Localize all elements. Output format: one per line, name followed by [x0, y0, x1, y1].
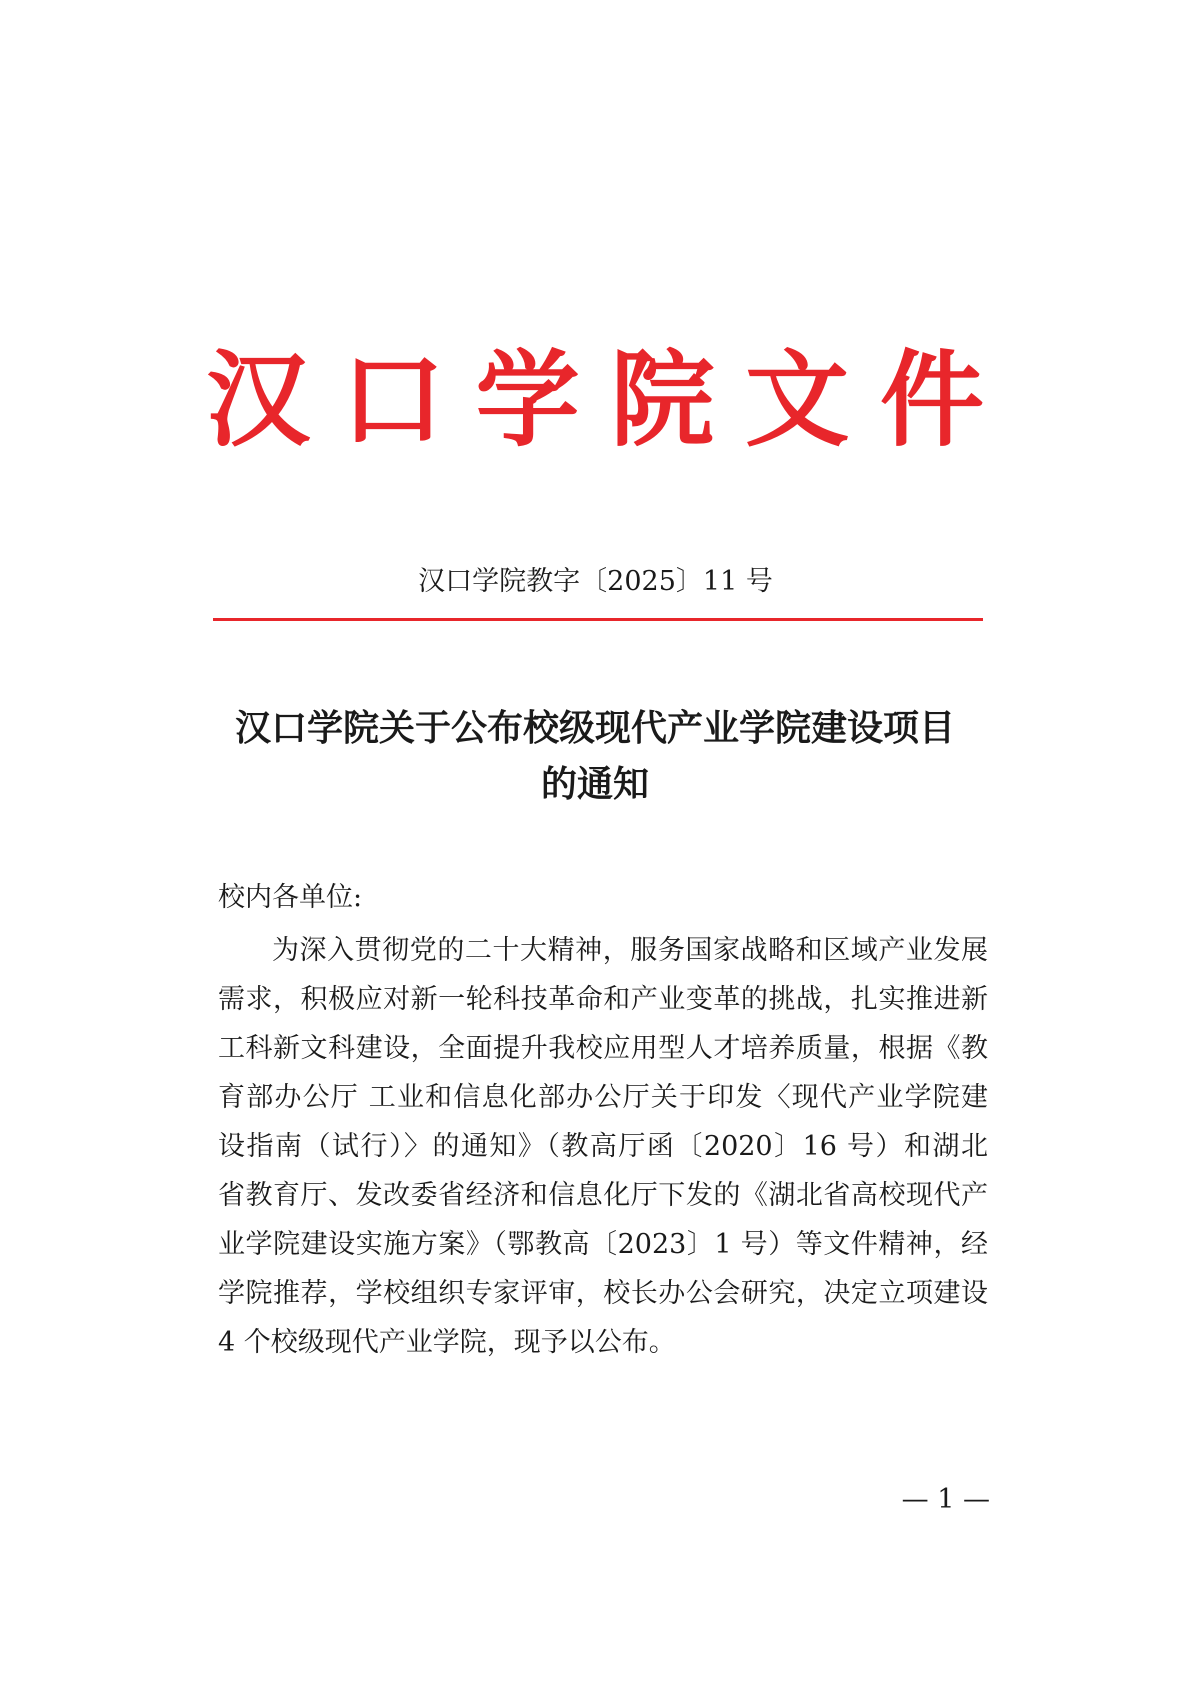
- body-line: 设指南（试行）〉的通知》（教高厅函〔2020〕16 号）和湖北: [218, 1131, 988, 1162]
- masthead-char: 件: [879, 338, 984, 461]
- document-number: 汉口学院教字〔2025〕11 号: [418, 566, 773, 597]
- title-line: 汉口学院关于公布校级现代产业学院建设项目: [234, 707, 955, 749]
- masthead-char: 汉: [205, 338, 310, 461]
- body-line: 需求，积极应对新一轮科技革命和产业变革的挑战，扎实推进新: [218, 984, 988, 1015]
- body-paragraph: [218, 926, 988, 1367]
- title-line: 的通知: [540, 763, 649, 805]
- body-line: 业学院建设实施方案》（鄂教高〔2023〕1 号）等文件精神，经: [218, 1229, 988, 1260]
- document-masthead: [200, 330, 990, 470]
- body-line: 育部办公厅 工业和信息化部办公厅关于印发〈现代产业学院建: [218, 1082, 988, 1113]
- body-line: 工科新文科建设，全面提升我校应用型人才培养质量，根据《教: [218, 1033, 988, 1064]
- masthead-char: 院: [610, 338, 715, 461]
- masthead-char: 文: [745, 338, 850, 461]
- body-line: 学院推荐，学校组织专家评审，校长办公会研究，决定立项建设: [218, 1278, 988, 1309]
- masthead-char: 学: [475, 338, 580, 461]
- masthead-char: 口: [340, 338, 445, 461]
- body-line: 为深入贯彻党的二十大精神，服务国家战略和区域产业发展: [272, 935, 988, 966]
- body-line: 4 个校级现代产业学院，现予以公布。: [218, 1327, 676, 1358]
- red-divider-line: [213, 618, 983, 621]
- page-number: — 1 —: [901, 1484, 990, 1515]
- body-line: 省教育厅、发改委省经济和信息化厅下发的《湖北省高校现代产: [218, 1180, 988, 1211]
- document-title: [200, 700, 990, 812]
- salutation: 校内各单位:: [218, 882, 363, 913]
